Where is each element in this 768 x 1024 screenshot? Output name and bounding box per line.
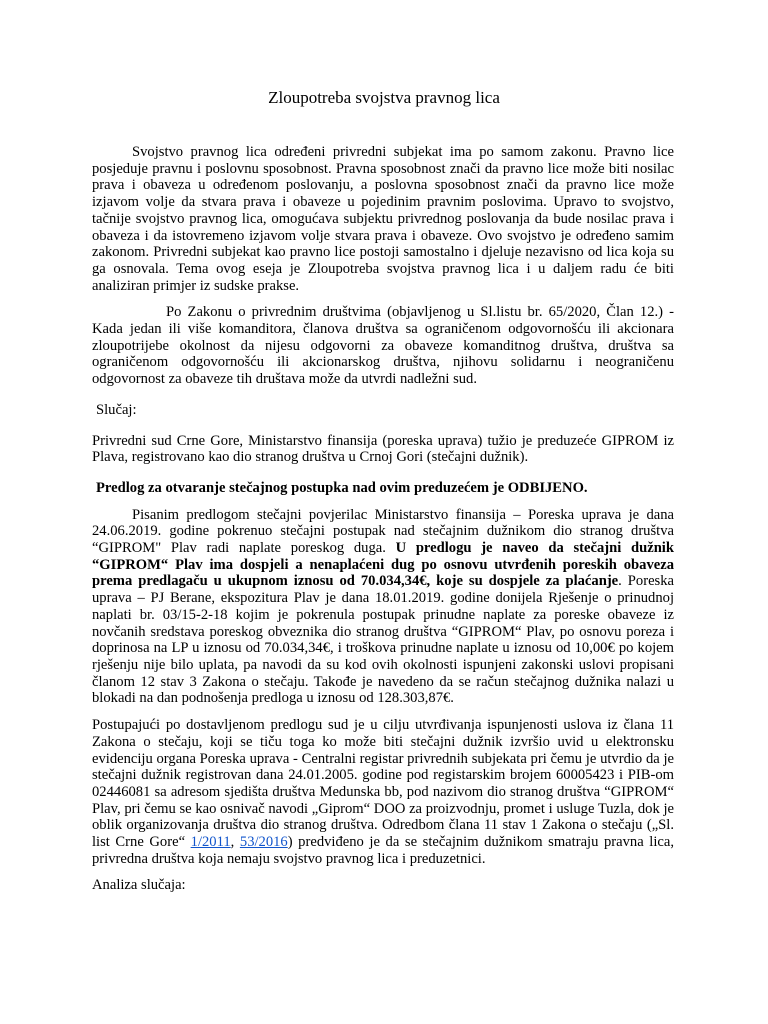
court-text-a: Postupajući po dostavljenom predlogu sud je u cilju utvrđivanja ispunjenosti uslova iz člana 11 Zakona o stečaju, koji se tiču toga ko može biti stečajni dužnik izvršio uvid u elektronsku evidenciju organa Poreska uprava - Centralni registar privrednih subjekata pri čemu je utvrdio da je stečajni dužnik registrovan dana 24.01.2005. godine pod registarskim brojem 60005423 i PIB-om 02446081 sa adresom sjedišta društva Medunska bb, pod nazivom dio stranog društva “GIPROM“ Plav, pri čemu se kao osnivač navodi „Giprom“ DOO za proizvodnju, promet i usluge Tuzla, dok je oblik organizovanja društva dio stranog društva. Odredbom člana 11 stav 1 Zakona o stečaju („Sl. list Crne Gore“ (92, 717, 674, 851)
proposal-text-c: . Poreska uprava – PJ Berane, ekspozitura Plav je dana 18.01.2019. godine donijela Rješenje o prinudnoj naplati br. 03/15-2-18 kojim je pokrenula postupak prinudne naplate za poreske obaveze iz novčanih sredstava poreskog obveznika dio stranog društva “GIPROM“ Plav, po osnovu poreza i doprinosa na LP u iznosu od 70.034,34€, i troškova prinudne naplate u iznosu od 10,00€ po kojem rješenju nije bilo uplata, pa navodi da su kod ovih okolnosti ispunjeni zakonski uslovi propisani članom 12 stav 3 Zakona o stečaju. Takođe je navedeno da se račun stečajnog dužnika nalazi u blokadi na dan podnošenja predloga u iznosu od 128.303,87€. (92, 573, 674, 707)
heading-analiza: Analiza slučaja: (92, 877, 186, 894)
document-title: Zloupotreba svojstva pravnog lica (268, 88, 500, 107)
heading-slucaj: Slučaj: (96, 401, 137, 418)
paragraph-intro: Svojstvo pravnog lica određeni privredni subjekat ima po samom zakonu. Pravno lice posjeduje pravnu i poslovnu sposobnost. Pravna sposobnost znači da pravno lice može biti nosilac prava i obaveza u određenom poslovanju, a poslovna sposobnost znači da pravno lice može izjavom volje da stvara prava i obaveze u pojedinim pravnim poslovima. Upravo to svojstvo, tačnije svojstvo pravnog lica, omogućava subjektu privrednog poslovanja da bude nosilac prava i obaveza i da istovremeno izjavom volje stvara prava i obaveze. Ovo svojstvo je određeno samim zakonom. Privredni subjekat kao pravno lice postoji samostalno i djeluje nezavisno od lica koja su ga osnovala. Tema ovog eseja je Zloupotreba svojstva pravnog lica i u daljem radu će biti analiziran primjer iz sudske prakse. (92, 144, 674, 294)
link-sl-list-53-2016[interactable]: 53/2016 (239, 834, 288, 851)
link-sl-list-1-2011[interactable]: 1/2011 (190, 834, 231, 851)
paragraph-law: Po Zakonu o privrednim društvima (objavljenog u Sl.listu br. 65/2020, Član 12.) - Kada jedan ili više komanditora, članova društva sa ograničenom odgovornošću ili akcionara zloupotrijebe okolnost da nijesu odgovorni za obaveze komanditnog društva, društva sa ograničenom odgovornošću ili akcionarskog društva, njihovu solidarnu i neograničenu odgovornost za obaveze tih društava može da utvrdi nadležni sud. (92, 304, 674, 388)
paragraph-decision: Predlog za otvaranje stečajnog postupka nad ovim preduzećem je ODBIJENO. (96, 479, 588, 496)
proposal-text-bold: U predlogu je naveo da stečajni dužnik “GIPROM“ Plav ima dospjeli a nenaplaćeni dug po osnovu utvrđenih poreskih obaveza prema predlagaču u ukupnom iznosu od 70.034,34€, koje su dospjele za plaćanje (92, 540, 674, 590)
proposal-text-a: Pisanim predlogom stečajni povjerilac Ministarstvo finansija – Poreska uprava je dana 24.06.2019. godine pokrenuo stečajni postupak nad stečajnim dužnikom dio stranog društva “GIPROM" Plav radi naplate poreskog duga. (92, 506, 674, 557)
court-text-b: ) predviđeno je da se stečajnim dužnikom smatraju pravna lica, privredna društva koja nemaju svojstvo pravnog lica i preduzetnici. (92, 834, 674, 867)
paragraph-case: Privredni sud Crne Gore, Ministarstvo finansija (poreska uprava) tužio je preduzeće GIPROM iz Plava, registrovano kao dio stranog društva u Crnoj Gori (stečajni dužnik). (92, 432, 674, 466)
document-body (92, 144, 674, 894)
paragraph-proposal (92, 507, 674, 707)
link-separator: , (230, 834, 240, 851)
paragraph-court (92, 717, 674, 867)
